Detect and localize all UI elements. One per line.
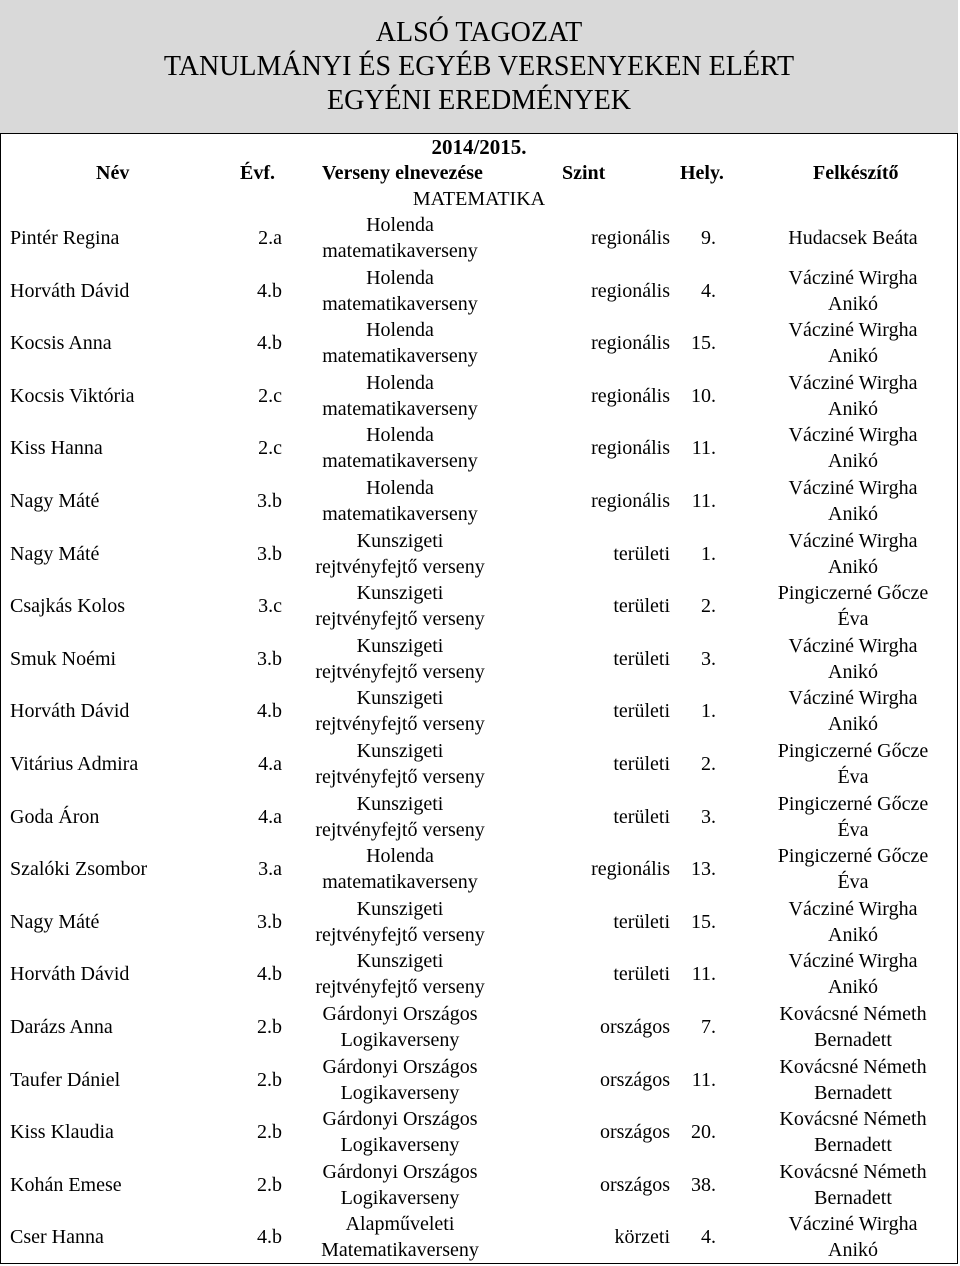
coach-name (748, 791, 958, 843)
placement: 4. (701, 279, 716, 302)
placement: 9. (701, 227, 716, 249)
student-name: Vitárius Admira (10, 753, 139, 775)
coach-line: Kovácsné Németh (779, 1160, 927, 1183)
placement: 3. (701, 805, 716, 828)
coach-name (748, 317, 958, 369)
competition-line: matematikaverseny (322, 503, 478, 525)
competition-line: Logikaverseny (340, 1081, 460, 1104)
competition-line: matematikaverseny (322, 450, 478, 473)
table-row (0, 633, 958, 685)
table-row (0, 738, 958, 790)
coach-line: Vácziné Wirgha (788, 477, 918, 499)
competition-line: rejtvényfejtő verseny (315, 713, 485, 736)
table-row (0, 580, 958, 632)
coach-line: Bernadett (814, 1186, 892, 1209)
coach-name (748, 265, 958, 317)
competition-line: rejtvényfejtő verseny (315, 976, 485, 999)
student-name: Nagy Máté (10, 490, 100, 512)
competition-line: matematikaverseny (322, 345, 478, 368)
competition-name (290, 896, 510, 948)
level: regionális (591, 384, 670, 407)
student-name: Nagy Máté (10, 910, 100, 933)
grade: 3.b (257, 542, 282, 565)
table-row (0, 317, 958, 369)
competition-line: Gárdonyi Országos (322, 1108, 478, 1131)
competition-name (290, 422, 510, 474)
coach-name (748, 1001, 958, 1053)
student-name: Szalóki Zsombor (10, 858, 148, 881)
competition-name (290, 948, 510, 1000)
grade: 4.b (257, 963, 282, 986)
coach-name (748, 843, 958, 895)
grade: 3.b (257, 647, 282, 670)
competition-name (290, 212, 510, 264)
coach-name (748, 896, 958, 948)
competition-line: Kunszigeti (356, 740, 444, 762)
level: regionális (591, 227, 670, 249)
coach-line: Vácziné Wirgha (788, 371, 918, 394)
table-row (0, 212, 958, 264)
coach-line: Kovácsné Németh (779, 1003, 927, 1025)
competition-line: Holenda (366, 477, 434, 499)
level: regionális (591, 490, 670, 512)
coach-line: Bernadett (814, 1134, 892, 1157)
coach-line: Anikó (828, 450, 878, 473)
competition-line: Kunszigeti (356, 792, 444, 815)
grade: 4.b (257, 700, 282, 723)
placement: 11. (691, 963, 716, 986)
grade: 3.b (257, 910, 282, 933)
grade: 2.c (258, 384, 282, 407)
level: regionális (591, 858, 670, 881)
competition-line: Kunszigeti (356, 529, 444, 552)
coach-name (748, 948, 958, 1000)
coach-line: Anikó (828, 555, 878, 578)
coach-line: Pingiczerné Gőcze (777, 845, 929, 868)
coach-line: Vácziné Wirgha (788, 687, 918, 710)
coach-line: Vácziné Wirgha (788, 1213, 918, 1236)
section-title: MATEMATIKA (412, 188, 546, 210)
competition-name (290, 1211, 510, 1263)
coach-line: Pingiczerné Gőcze (777, 582, 929, 605)
level: területi (613, 805, 670, 828)
competition-line: rejtvényfejtő verseny (315, 818, 485, 841)
competition-name (290, 843, 510, 895)
header-coach: Felkészítő (813, 162, 899, 184)
competition-line: Logikaverseny (340, 1134, 460, 1157)
competition-line: Holenda (366, 424, 434, 447)
table-row (0, 475, 958, 527)
competition-line: Holenda (366, 371, 434, 394)
coach-name (748, 633, 958, 685)
student-name: Csajkás Kolos (10, 595, 125, 618)
coach-line: Bernadett (814, 1081, 892, 1104)
coach-line: Anikó (828, 923, 878, 946)
level: regionális (591, 437, 670, 460)
coach-line: Hudacsek Beáta (788, 227, 918, 249)
coach-line: Anikó (828, 1239, 878, 1262)
placement: 15. (691, 910, 716, 933)
student-name: Kohán Emese (10, 1173, 122, 1196)
coach-line: Pingiczerné Gőcze (777, 792, 929, 815)
student-name: Goda Áron (10, 805, 100, 828)
competition-name (290, 370, 510, 422)
placement: 11. (691, 490, 716, 512)
placement: 1. (701, 542, 716, 565)
grade: 2.b (257, 1121, 282, 1144)
competition-name (290, 265, 510, 317)
coach-line: Anikó (828, 292, 878, 315)
level: területi (613, 700, 670, 723)
competition-line: Holenda (366, 214, 434, 236)
competition-name (290, 738, 510, 790)
grade: 3.b (257, 490, 282, 512)
competition-line: Logikaverseny (340, 1029, 460, 1051)
table-row (0, 528, 958, 580)
coach-line: Anikó (828, 397, 878, 420)
grade: 2.b (257, 1016, 282, 1038)
grade: 4.b (257, 332, 282, 355)
competition-name (290, 528, 510, 580)
coach-name (748, 225, 958, 251)
student-name: Kiss Hanna (10, 437, 103, 460)
coach-name (748, 1159, 958, 1211)
grade: 4.b (257, 279, 282, 302)
coach-line: Anikó (828, 660, 878, 683)
grade: 2.c (258, 437, 282, 460)
coach-name (748, 475, 958, 527)
header-place: Hely. (680, 162, 724, 184)
coach-line: Vácziné Wirgha (788, 897, 918, 920)
student-name: Horváth Dávid (10, 279, 130, 302)
level: területi (613, 647, 670, 670)
competition-line: Kunszigeti (356, 950, 444, 973)
coach-line: Anikó (828, 713, 878, 736)
grade: 4.a (258, 805, 282, 828)
competition-line: Gárdonyi Országos (322, 1160, 478, 1183)
student-name: Darázs Anna (10, 1016, 113, 1038)
table-row (0, 1001, 958, 1053)
coach-line: Vácziné Wirgha (788, 529, 918, 552)
competition-line: matematikaverseny (322, 397, 478, 420)
grade: 4.b (257, 1226, 282, 1249)
grade: 3.c (258, 595, 282, 618)
competition-name (290, 685, 510, 737)
student-name: Nagy Máté (10, 542, 100, 565)
table-row (0, 1054, 958, 1106)
competition-name (290, 317, 510, 369)
competition-name (290, 791, 510, 843)
placement: 4. (701, 1226, 716, 1249)
placement: 2. (701, 753, 716, 775)
level: országos (600, 1068, 670, 1091)
table-row (0, 843, 958, 895)
competition-line: matematikaverseny (322, 292, 478, 315)
coach-line: Éva (837, 766, 869, 788)
coach-line: Anikó (828, 345, 878, 368)
coach-name (748, 1211, 958, 1263)
coach-name (748, 738, 958, 790)
coach-line: Vácziné Wirgha (788, 266, 918, 289)
competition-name (290, 1054, 510, 1106)
coach-name (748, 1106, 958, 1158)
level: országos (600, 1121, 670, 1144)
level: országos (600, 1173, 670, 1196)
competition-name (290, 1159, 510, 1211)
student-name: Pintér Regina (10, 227, 120, 249)
competition-name (290, 633, 510, 685)
table-row (0, 265, 958, 317)
table-row (0, 370, 958, 422)
placement: 11. (691, 437, 716, 460)
coach-line: Bernadett (814, 1029, 892, 1051)
coach-line: Éva (837, 871, 869, 894)
level: körzeti (614, 1226, 670, 1249)
placement: 1. (701, 700, 716, 723)
level: területi (613, 910, 670, 933)
coach-line: Vácziné Wirgha (788, 950, 918, 973)
competition-line: matematikaverseny (322, 240, 478, 262)
competition-line: Gárdonyi Országos (322, 1055, 478, 1078)
placement: 2. (701, 595, 716, 618)
table-row (0, 1211, 958, 1263)
student-name: Kiss Klaudia (10, 1121, 114, 1144)
coach-name (748, 422, 958, 474)
table-row (0, 422, 958, 474)
level: regionális (591, 332, 670, 355)
placement: 13. (691, 858, 716, 881)
header-level: Szint (562, 162, 606, 184)
level: területi (613, 963, 670, 986)
level: regionális (591, 279, 670, 302)
competition-name (290, 1001, 510, 1053)
competition-line: rejtvényfejtő verseny (315, 766, 485, 788)
title-line-2: TANULMÁNYI ÉS EGYÉB VERSENYEKEN ELÉRT (163, 51, 795, 82)
title-line-3: EGYÉNI EREDMÉNYEK (326, 85, 632, 116)
competition-line: Gárdonyi Országos (322, 1003, 478, 1025)
school-year: 2014/2015. (431, 135, 527, 159)
table-row (0, 685, 958, 737)
competition-line: rejtvényfejtő verseny (315, 608, 485, 631)
grade: 2.b (257, 1173, 282, 1196)
coach-line: Éva (837, 818, 869, 841)
competition-line: Holenda (366, 266, 434, 289)
header-grade: Évf. (240, 162, 275, 184)
placement: 15. (691, 332, 716, 355)
student-name: Horváth Dávid (10, 700, 130, 723)
competition-line: Alapműveleti (345, 1213, 455, 1236)
competition-name (290, 475, 510, 527)
placement: 10. (691, 384, 716, 407)
level: területi (613, 595, 670, 618)
level: országos (600, 1016, 670, 1038)
coach-line: Vácziné Wirgha (788, 424, 918, 447)
coach-name (748, 528, 958, 580)
coach-name (748, 580, 958, 632)
placement: 38. (691, 1173, 716, 1196)
title-line-1: ALSÓ TAGOZAT (375, 17, 583, 48)
competition-line: Kunszigeti (356, 634, 444, 657)
competition-line: Logikaverseny (340, 1186, 460, 1209)
table-row (0, 896, 958, 948)
competition-line: Holenda (366, 319, 434, 342)
coach-line: Anikó (828, 976, 878, 999)
student-name: Taufer Dániel (10, 1068, 121, 1091)
coach-name (748, 685, 958, 737)
coach-line: Anikó (828, 503, 878, 525)
level: területi (613, 542, 670, 565)
table-row (0, 791, 958, 843)
coach-line: Éva (837, 608, 869, 631)
competition-line: matematikaverseny (322, 871, 478, 894)
competition-line: rejtvényfejtő verseny (315, 660, 485, 683)
placement: 3. (701, 647, 716, 670)
student-name: Smuk Noémi (10, 647, 117, 670)
coach-line: Vácziné Wirgha (788, 319, 918, 342)
title-box (0, 0, 958, 134)
student-name: Kocsis Anna (10, 332, 112, 355)
competition-name (290, 580, 510, 632)
student-name: Horváth Dávid (10, 963, 130, 986)
competition-line: Kunszigeti (356, 582, 444, 605)
grade: 4.a (258, 753, 282, 775)
competition-line: Matematikaverseny (321, 1239, 479, 1262)
competition-line: rejtvényfejtő verseny (315, 555, 485, 578)
student-name: Kocsis Viktória (10, 384, 135, 407)
coach-line: Pingiczerné Gőcze (777, 740, 929, 762)
grade: 2.a (258, 227, 282, 249)
coach-line: Vácziné Wirgha (788, 634, 918, 657)
grade: 2.b (257, 1068, 282, 1091)
table-row (0, 1106, 958, 1158)
coach-line: Kovácsné Németh (779, 1108, 927, 1131)
competition-line: rejtvényfejtő verseny (315, 923, 485, 946)
header-competition: Verseny elnevezése (322, 162, 483, 184)
competition-name (290, 1106, 510, 1158)
table-row (0, 1159, 958, 1211)
placement: 7. (701, 1016, 716, 1038)
coach-line: Kovácsné Németh (779, 1055, 927, 1078)
placement: 11. (691, 1068, 716, 1091)
table-row (0, 948, 958, 1000)
level: területi (613, 753, 670, 775)
competition-line: Kunszigeti (356, 897, 444, 920)
student-name: Cser Hanna (10, 1226, 104, 1249)
grade: 3.a (258, 858, 282, 881)
header-name: Név (96, 162, 130, 184)
coach-name (748, 1054, 958, 1106)
competition-line: Holenda (366, 845, 434, 868)
coach-name (748, 370, 958, 422)
placement: 20. (691, 1121, 716, 1144)
competition-line: Kunszigeti (356, 687, 444, 710)
